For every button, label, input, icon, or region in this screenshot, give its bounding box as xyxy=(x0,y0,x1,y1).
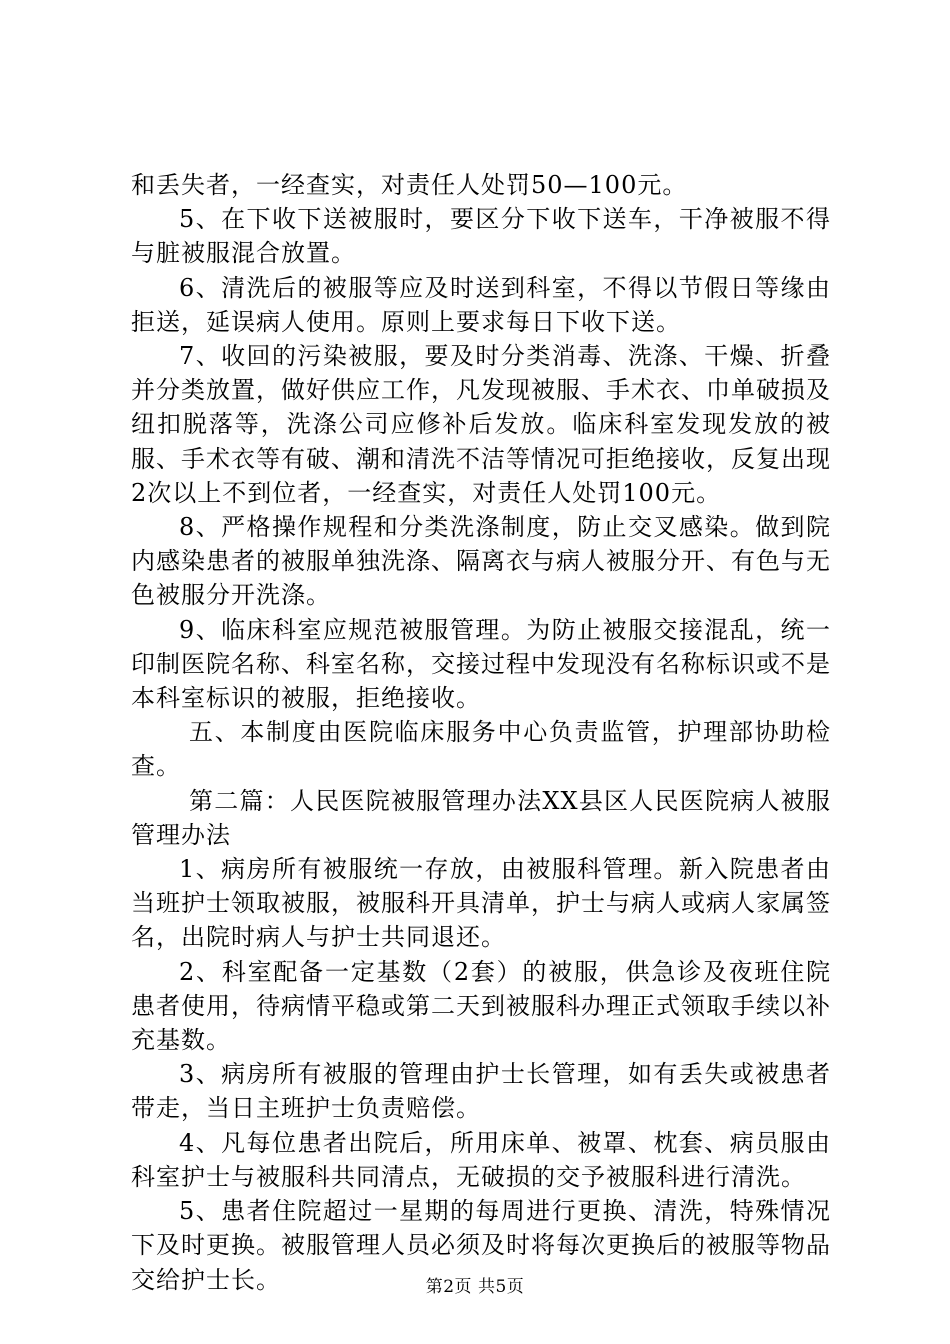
paragraph-item-8: 8、严格操作规程和分类洗涤制度，防止交叉感染。做到院内感染患者的被服单独洗涤、隔离衣与病人被服分开、有色与无色被服分开洗涤。 xyxy=(131,513,831,610)
paragraph-item-7: 7、收回的污染被服，要及时分类消毒、洗涤、干燥、折叠并分类放置，做好供应工作，凡发现被服、手术衣、巾单破损及纽扣脱落等，洗涤公司应修补后发放。临床科室发现发放的被服、手术衣等有破、潮和清洗不洁等情况可拒绝接收，反复出现2次以上不到位者，一经查实，对责任人处罚100元。 xyxy=(131,342,831,507)
paragraph-part2-item-2: 2、科室配备一定基数（2套）的被服，供急诊及夜班住院患者使用，待病情平稳或第二天到被服科办理正式领取手续以补充基数。 xyxy=(131,957,831,1055)
paragraph-item-6: 6、清洗后的被服等应及时送到科室，不得以节假日等缘由拒送，延误病人使用。原则上要求每日下收下送。 xyxy=(131,273,831,336)
paragraph-item-5: 5、在下收下送被服时，要区分下收下送车，干净被服不得与脏被服混合放置。 xyxy=(131,205,831,268)
paragraph-part2-item-1: 1、病房所有被服统一存放，由被服科管理。新入院患者由当班护士领取被服，被服科开具清单，护士与病人或病人家属签名，出院时病人与护士共同退还。 xyxy=(131,855,831,952)
paragraph-item-9: 9、临床科室应规范被服管理。为防止被服交接混乱，统一印制医院名称、科室名称，交接过程中发现没有名称标识或不是本科室标识的被服，拒绝接收。 xyxy=(131,615,831,713)
paragraph-continuation: 和丢失者，一经查实，对责任人处罚50—100元。 xyxy=(131,171,688,199)
paragraph-section-5: 五、本制度由医院临床服务中心负责监管，护理部协助检查。 xyxy=(131,718,831,781)
document-body xyxy=(131,168,831,1297)
paragraph-part2-item-3: 3、病房所有被服的管理由护士长管理，如有丢失或被患者带走，当日主班护士负责赔偿。 xyxy=(131,1060,831,1123)
page-number-footer: 第2页 共5页 xyxy=(425,1277,525,1297)
paragraph-part2-item-5: 5、患者住院超过一星期的每周进行更换、清洗，特殊情况下及时更换。被服管理人员必须及时将每次更换后的被服等物品交给护士长。 xyxy=(131,1197,831,1294)
paragraph-part2-item-4: 4、凡每位患者出院后，所用床单、被罩、枕套、病员服由科室护士与被服科共同清点，无破损的交予被服科进行清洗。 xyxy=(131,1128,831,1191)
section-heading-part-2: 第二篇：人民医院被服管理办法XX县区人民医院病人被服管理办法 xyxy=(131,786,831,849)
